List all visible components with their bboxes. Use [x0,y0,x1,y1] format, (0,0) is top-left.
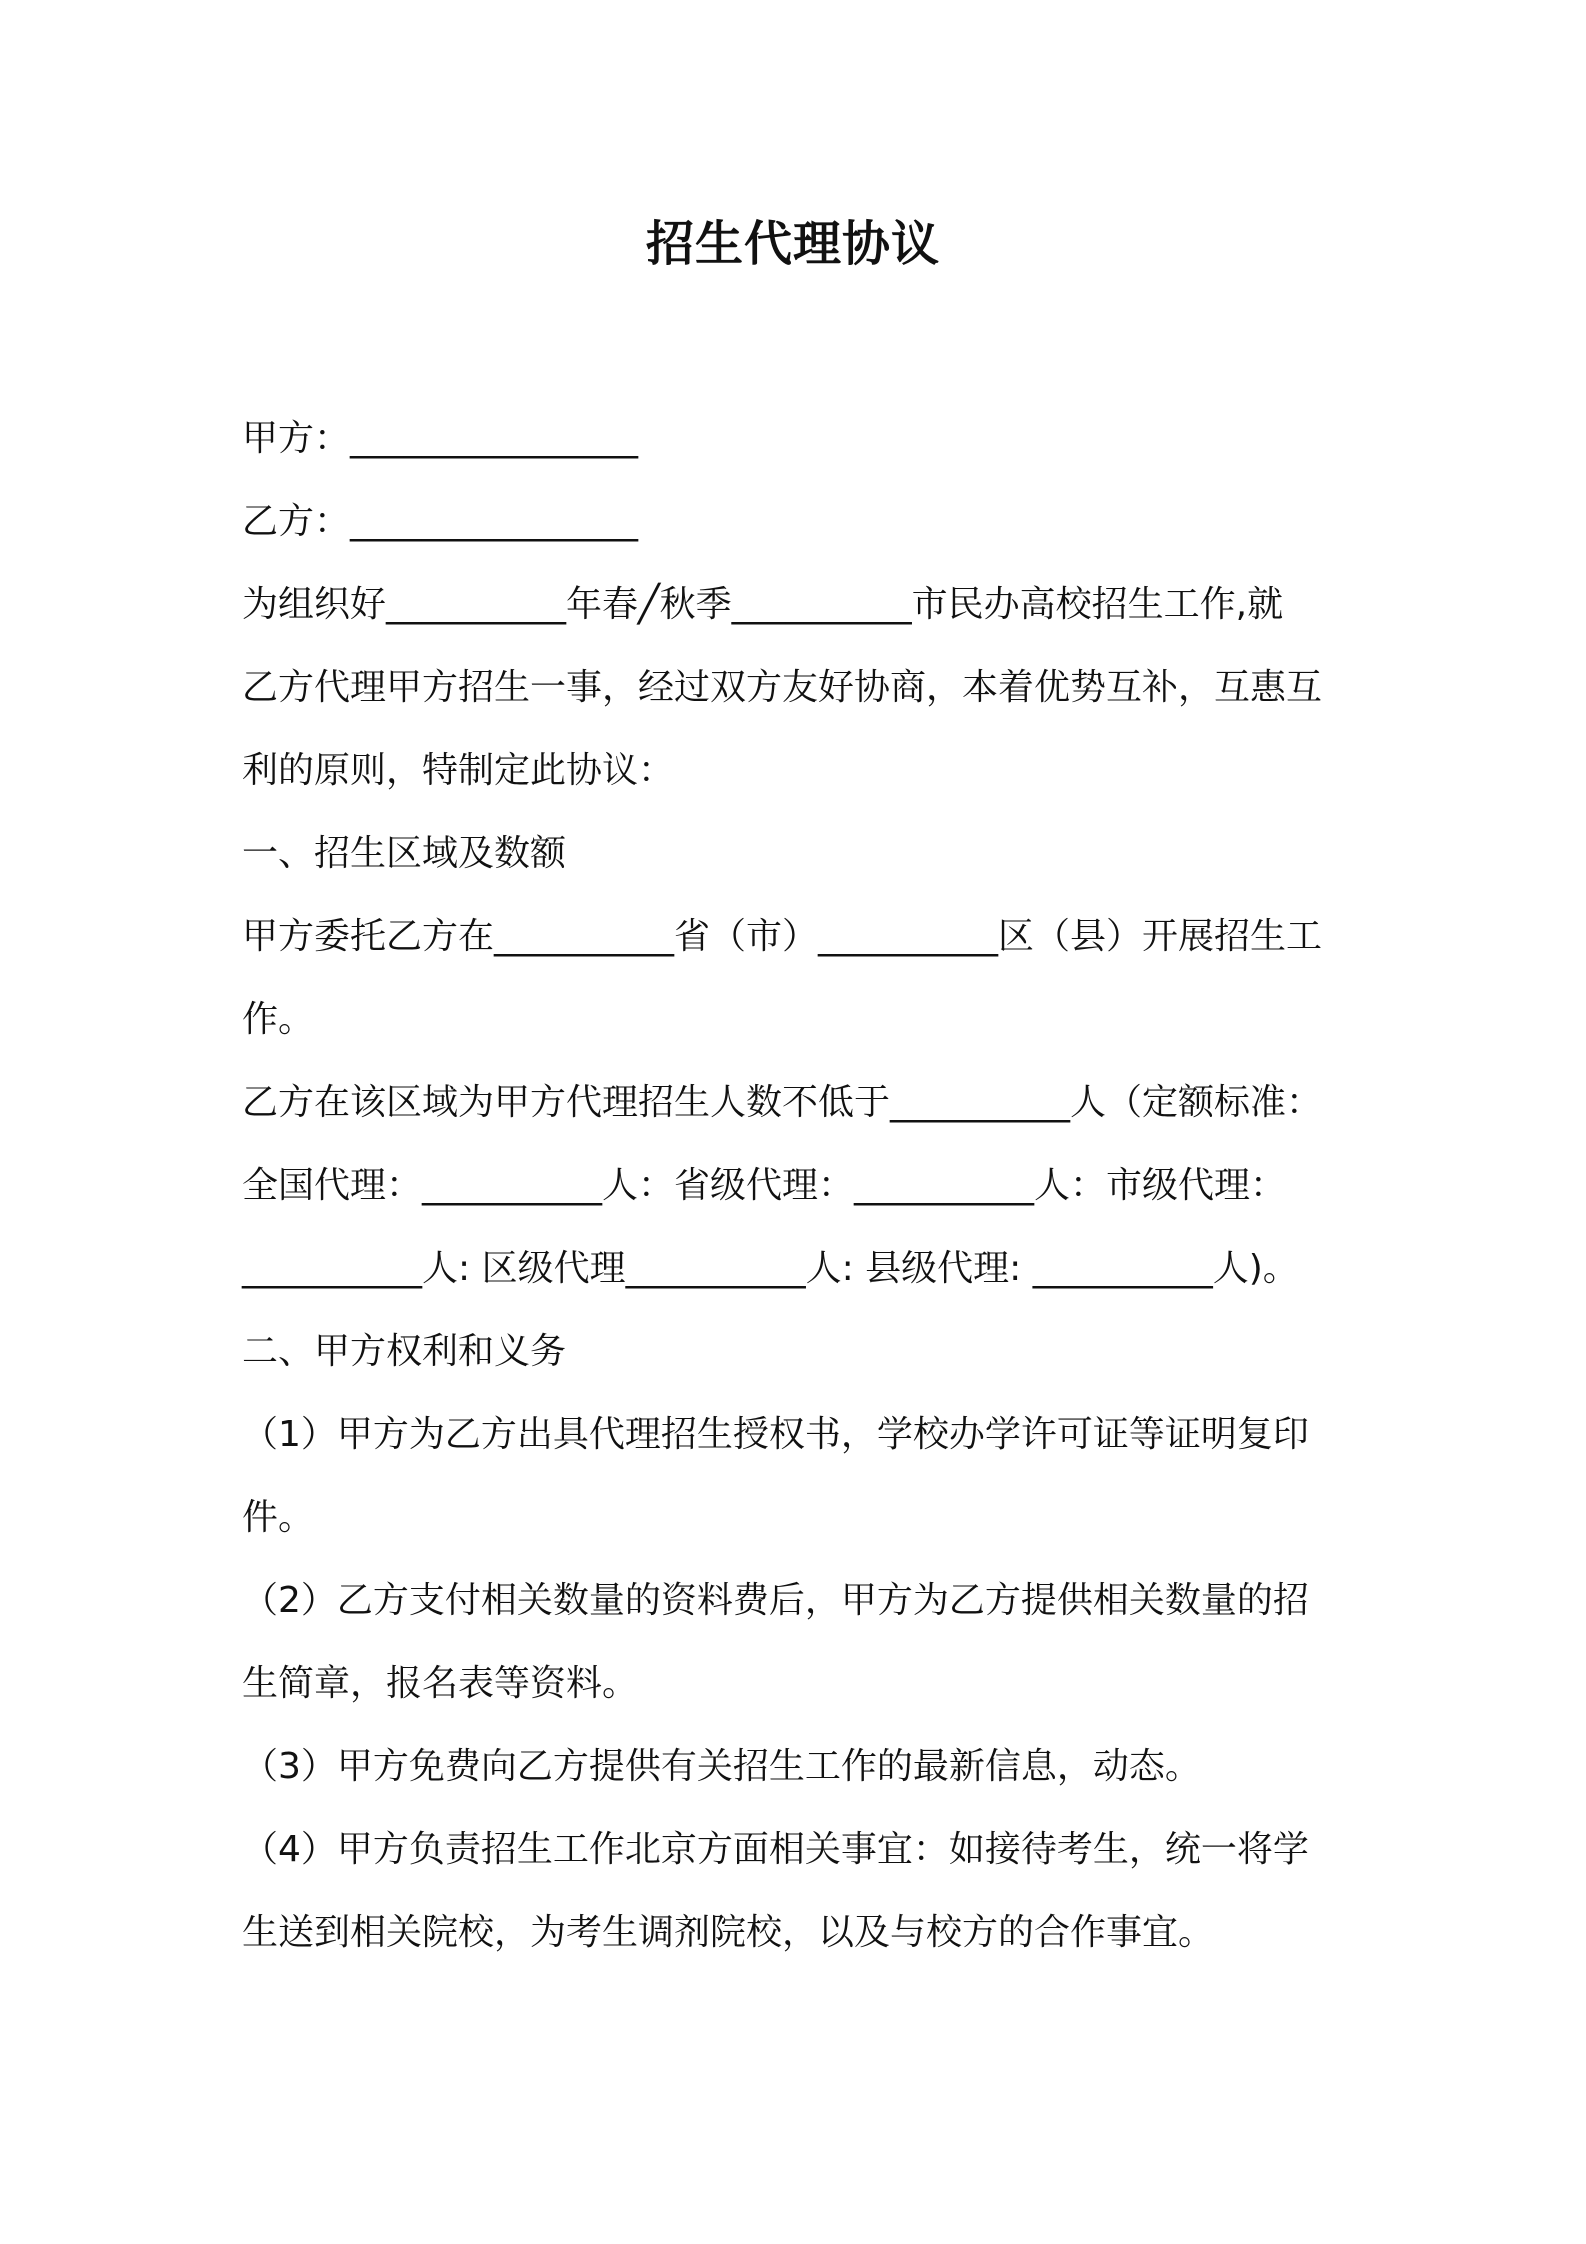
section-1-heading: 一、招生区域及数额 [242,833,567,874]
section-2-item-4-b: 生送到相关院校，为考生调剂院校，以及与校方的合作事宜。 [242,1912,1215,1953]
section-2-heading: 二、甲方权利和义务 [242,1331,567,1372]
section-2-item-3: （3）甲方免费向乙方提供有关招生工作的最新信息，动态。 [242,1746,1201,1787]
section-1-line-3: 乙方在该区域为甲方代理招生人数不低于__________人（定额标准： [242,1082,1323,1123]
section-2-item-2-a: （2）乙方支付相关数量的资料费后，甲方为乙方提供相关数量的招 [242,1580,1309,1621]
party-b-line: 乙方：________________ [242,501,639,542]
preamble-line-1: 为组织好__________年春╱秋季__________市民办高校招生工作,就 [242,584,1284,625]
section-1-line-1: 甲方委托乙方在__________省（市）__________区（县）开展招生工 [242,916,1323,957]
section-1-line-4: 全国代理：__________人：省级代理：__________人：市级代理： [242,1165,1287,1206]
section-2-item-1-b: 件。 [242,1497,315,1538]
section-1-line-2: 作。 [242,999,315,1040]
party-a-line: 甲方：________________ [242,418,639,459]
preamble-line-2: 乙方代理甲方招生一事，经过双方友好协商，本着优势互补，互惠互 [242,667,1323,708]
preamble-line-3: 利的原则，特制定此协议： [242,750,675,791]
section-1-line-5: __________人: 区级代理__________人: 县级代理: __________人)。 [242,1248,1299,1289]
section-2-item-4-a: （4）甲方负责招生工作北京方面相关事宜：如接待考生，统一将学 [242,1829,1309,1870]
section-2-item-2-b: 生简章，报名表等资料。 [242,1663,639,1704]
document-title: 招生代理协议 [645,216,940,272]
section-2-item-1-a: （1）甲方为乙方出具代理招生授权书，学校办学许可证等证明复印 [242,1414,1309,1455]
